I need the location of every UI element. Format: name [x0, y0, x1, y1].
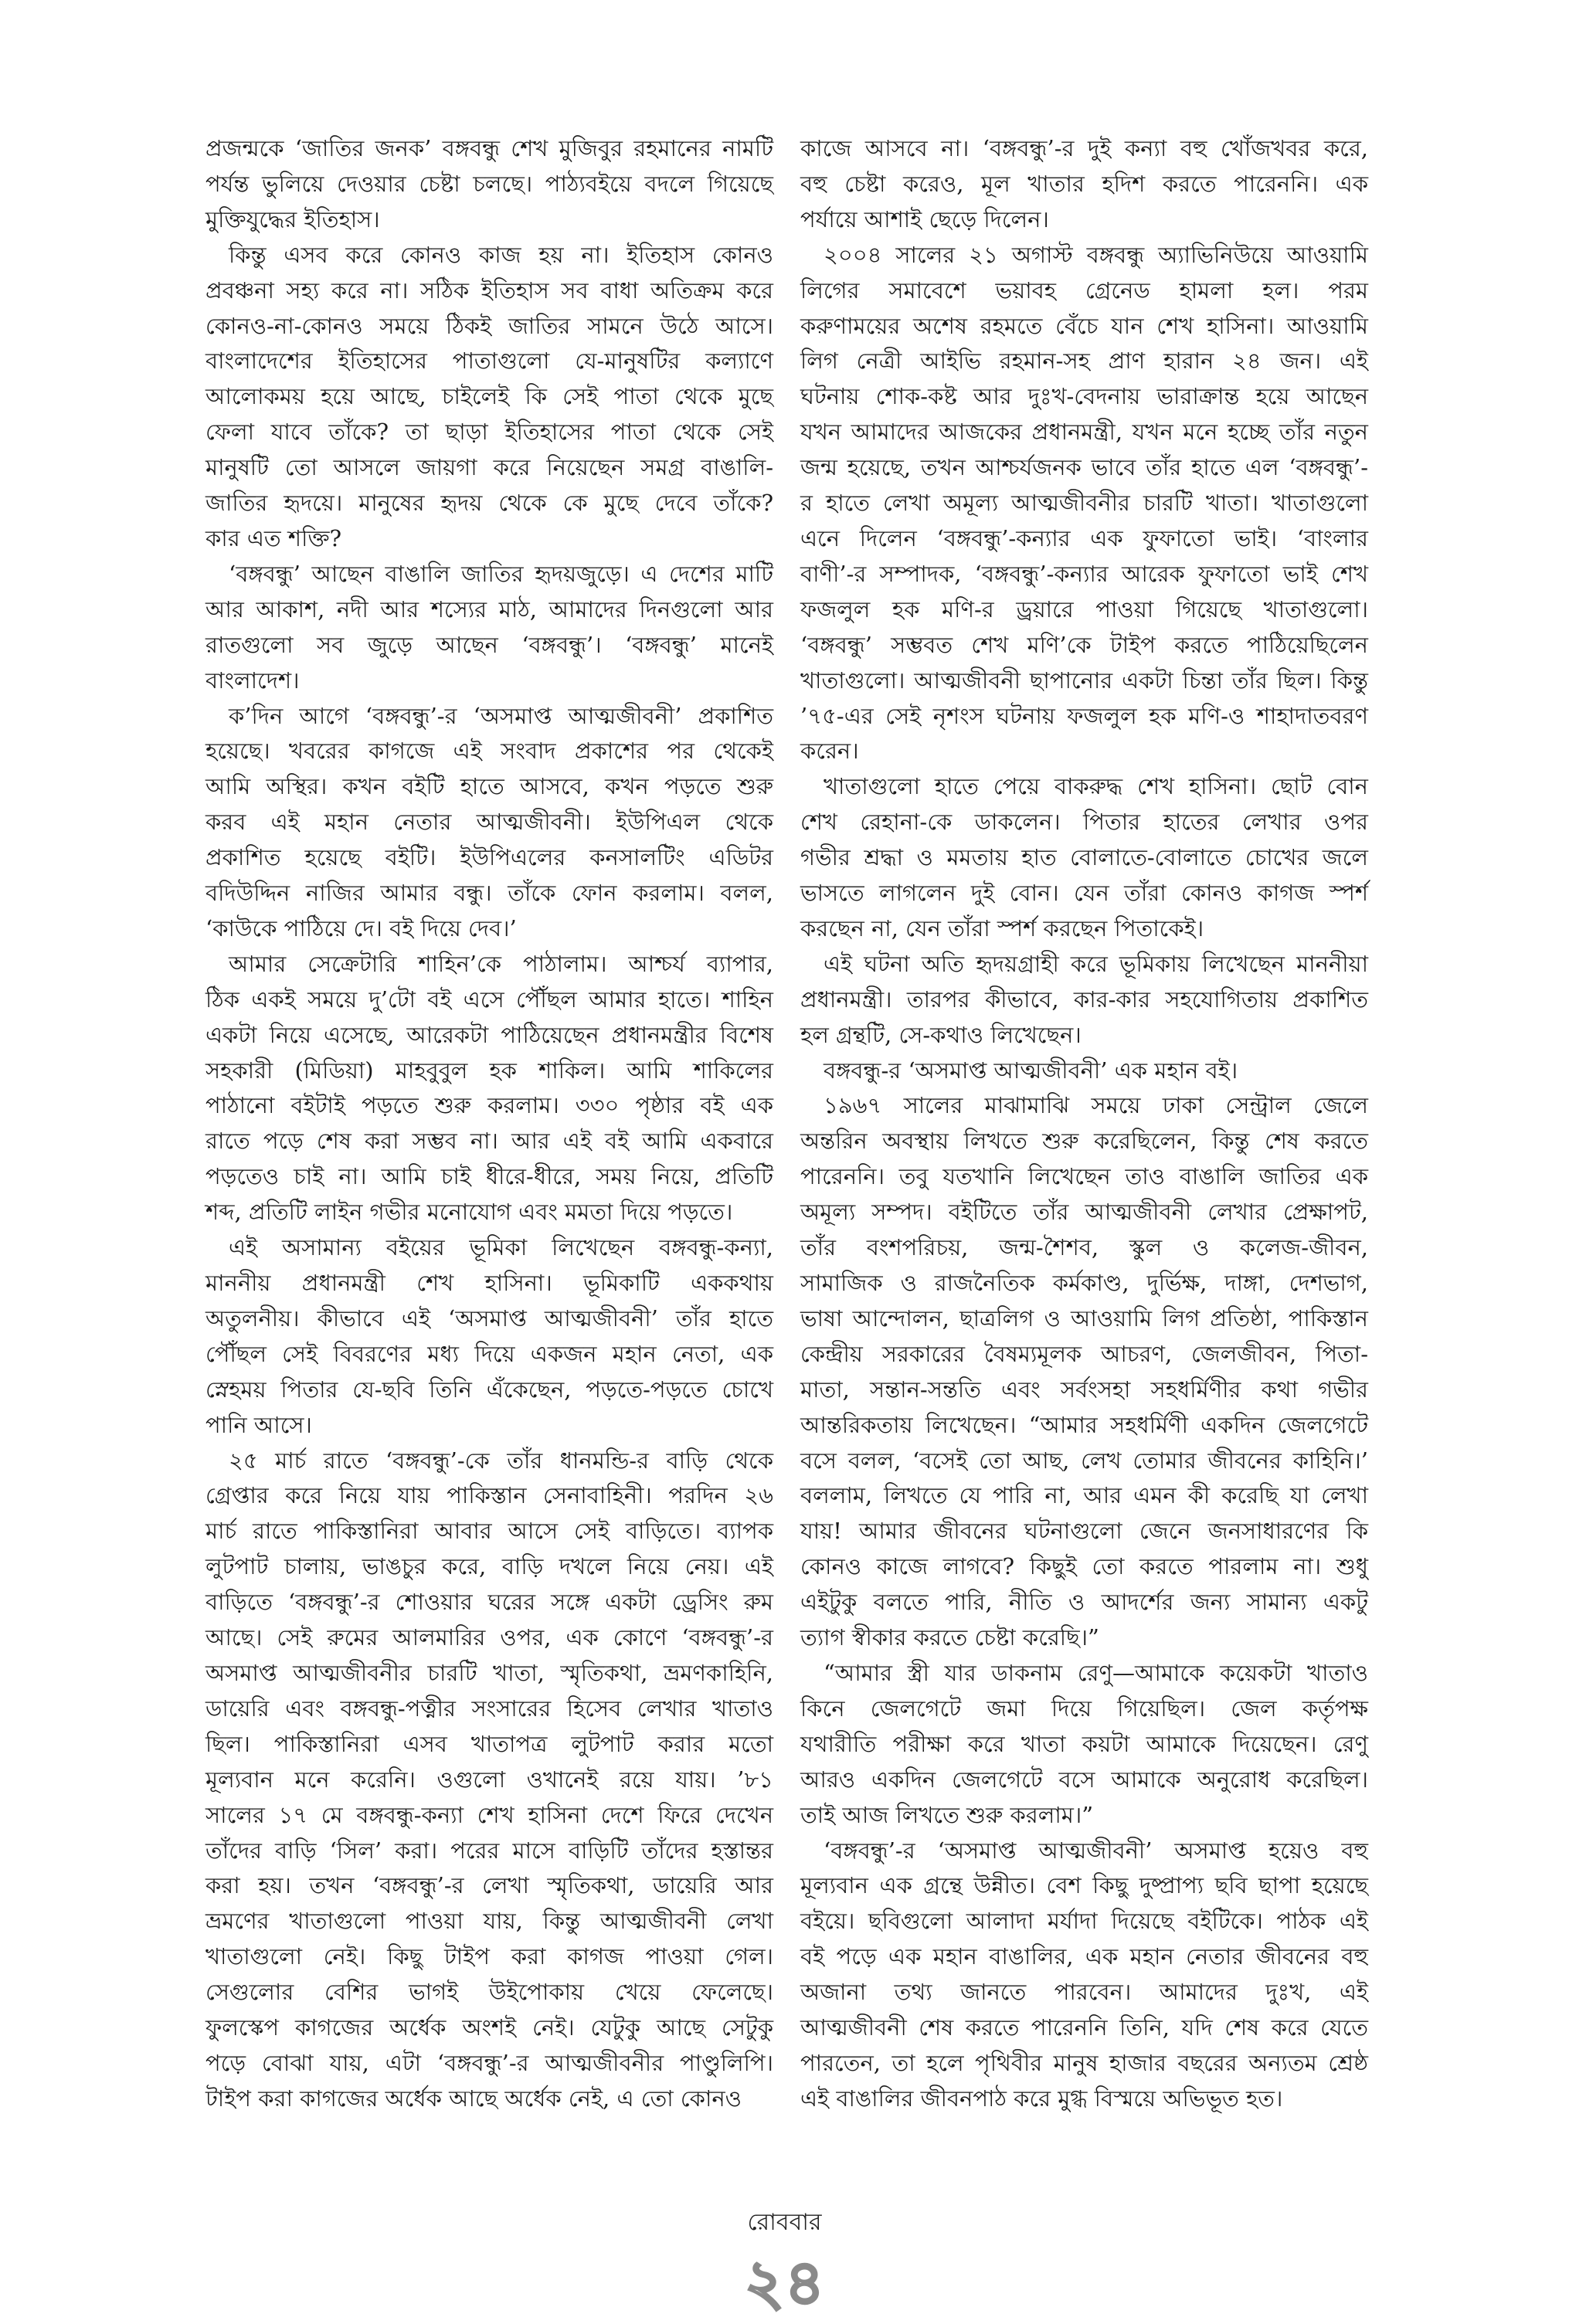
text-line: ক’দিন আগে ‘বঙ্গবন্ধু’-র ‘অসমাপ্ত আত্মজীবনী’ প্রকাশিত — [229, 702, 773, 729]
text-line: তাঁদের বাড়ি ‘সিল’ করা। পরের মাসে বাড়িটি তাঁদের হস্তান্তর — [205, 1837, 773, 1864]
text-line: বাণী’-র সম্পাদক, ‘বঙ্গবন্ধু’-কন্যার আরেক ফুফাতো ভাই শেখ — [800, 560, 1368, 587]
text-line: জাতির হৃদয়ে। মানুষের হৃদয় থেকে কে মুছে দেবে তাঁকে? — [205, 490, 773, 517]
text-line: কেন্দ্রীয় সরকারের বৈষম্যমূলক আচরণ, জেলজীবন, পিতা- — [800, 1340, 1368, 1367]
text-line: পড়তেও চাই না। আমি চাই ধীরে-ধীরে, সময় নিয়ে, প্রতিটি — [205, 1163, 773, 1190]
text-line: ছিল। পাকিস্তানিরা এসব খাতাপত্র লুটপাট করার মতো — [205, 1730, 773, 1757]
text-line: কাজে আসবে না। ‘বঙ্গবন্ধু’-র দুই কন্যা বহু খোঁজখবর করে, — [800, 135, 1368, 161]
paragraph — [205, 238, 773, 557]
text-line: ঠিক একই সময়ে দু’টো বই এসে পৌঁছল আমার হাতে। শাহিন — [205, 986, 773, 1013]
text-line: ভ্রমণের খাতাগুলো পাওয়া যায়, কিন্তু আত্মজীবনী লেখা — [205, 1908, 773, 1935]
text-line: টাইপ করা কাগজের অর্ধেক আছে অর্ধেক নেই, এ তো কোনও — [205, 2085, 742, 2112]
text-line: হয়েছে। খবরের কাগজে এই সংবাদ প্রকাশের পর থেকেই — [205, 738, 773, 765]
text-line: ‘বঙ্গবন্ধু’ সম্ভবত শেখ মণি’কে টাইপ করতে পাঠিয়েছিলেন — [800, 631, 1368, 658]
text-line: ২৫ মার্চ রাতে ‘বঙ্গবন্ধু’-কে তাঁর ধানমন্ডি-র বাড়ি থেকে — [229, 1447, 773, 1474]
text-line: মূল্যবান এক গ্রন্থে উন্নীত। বেশ কিছু দুষ্প্রাপ্য ছবি ছাপা হয়েছে — [800, 1872, 1368, 1899]
text-line: তাঁর বংশপরিচয়, জন্ম-শৈশব, স্কুল ও কলেজ-জীবন, — [800, 1234, 1368, 1261]
text-line: সামাজিক ও রাজনৈতিক কর্মকাণ্ড, দুর্ভিক্ষ, দাঙ্গা, দেশভাগ, — [800, 1270, 1368, 1296]
text-line: করব এই মহান নেতার আত্মজীবনী। ইউপিএল থেকে — [205, 809, 773, 836]
text-line: করুণাময়ের অশেষ রহমতে বেঁচে যান শেখ হাসিনা। আওয়ামি — [800, 312, 1368, 339]
text-line: ত্যাগ স্বীকার করতে চেষ্টা করেছি।” — [800, 1624, 1099, 1651]
text-line: মাননীয় প্রধানমন্ত্রী শেখ হাসিনা। ভূমিকাটি এককথায় — [205, 1270, 773, 1296]
text-line: বাড়িতে ‘বঙ্গবন্ধু’-র শোওয়ার ঘরের সঙ্গে একটা ড্রেসিং রুম — [205, 1589, 773, 1616]
paragraph — [205, 131, 773, 238]
text-line: কার এত শক্তি? — [205, 524, 342, 551]
text-line: শব্দ, প্রতিটি লাইন গভীর মনোযোগ এবং মমতা দিয়ে পড়তে। — [205, 1199, 733, 1226]
text-line: পৌঁছল সেই বিবরণের মধ্য দিয়ে একজন মহান নেতা, এক — [205, 1340, 773, 1367]
text-line: পড়ে বোঝা যায়, এটা ‘বঙ্গবন্ধু’-র আত্মজীবনীর পাণ্ডুলিপি। — [205, 2049, 773, 2076]
text-line: মানুষটি তো আসলে জায়গা করে নিয়েছেন সমগ্র বাঙালি- — [205, 454, 773, 481]
text-line: “আমার স্ত্রী যার ডাকনাম রেণু—আমাকে কয়েকটা খাতাও — [824, 1659, 1368, 1686]
paragraph — [800, 769, 1368, 947]
text-line: ডায়েরি এবং বঙ্গবন্ধু-পত্নীর সংসারের হিসেব লেখার খাতাও — [205, 1695, 773, 1722]
text-line: ১৯৬৭ সালের মাঝামাঝি সময়ে ঢাকা সেন্ট্রাল জেলে — [824, 1092, 1368, 1119]
left-text-column — [205, 131, 773, 2117]
text-line: আন্তরিকতায় লিখেছেন। “আমার সহধর্মিণী একদিন জেলগেটে — [800, 1411, 1368, 1438]
text-line: ’৭৫-এর সেই নৃশংস ঘটনায় ফজলুল হক মণি-ও শাহাদাতবরণ — [800, 702, 1368, 729]
text-line: প্রধানমন্ত্রী। তারপর কীভাবে, কার-কার সহযোগিতায় প্রকাশিত — [800, 986, 1368, 1013]
text-line: আমি অস্থির। কখন বইটি হাতে আসবে, কখন পড়তে শুরু — [205, 773, 773, 800]
text-line: সেগুলোর বেশির ভাগই উইপোকায় খেয়ে ফেলেছে। — [205, 1979, 773, 2006]
text-line: প্রকাশিত হয়েছে বইটি। ইউপিএলের কনসালটিং এডিটর — [205, 844, 773, 871]
text-line: পর্যন্ত ভুলিয়ে দেওয়ার চেষ্টা চলছে। পাঠ্যবইয়ে বদলে গিয়েছে — [205, 170, 773, 197]
text-line: কিনে জেলগেটে জমা দিয়ে গিয়েছিল। জেল কর্তৃপক্ষ — [800, 1695, 1368, 1722]
text-line: আত্মজীবনী শেষ করতে পারেননি তিনি, যদি শেষ করে যেতে — [800, 2014, 1368, 2041]
text-line: রাতে পড়ে শেষ করা সম্ভব না। আর এই বই আমি একবারে — [205, 1128, 773, 1155]
text-line: পারেননি। তবু যতখানি লিখেছেন তাও বাঙালি জাতির এক — [800, 1163, 1368, 1190]
text-line: প্রবঞ্চনা সহ্য করে না। সঠিক ইতিহাস সব বাধা অতিক্রম করে — [205, 277, 773, 304]
text-line: বইয়ে। ছবিগুলো আলাদা মর্যাদা দিয়েছে বইটিকে। পাঠক এই — [800, 1908, 1368, 1935]
text-line: গ্রেপ্তার করে নিয়ে যায় পাকিস্তান সেনাবাহিনী। পরদিন ২৬ — [205, 1482, 773, 1509]
text-line: ফেলা যাবে তাঁকে? তা ছাড়া ইতিহাসের পাতা থেকে সেই — [205, 419, 773, 446]
text-line: অজানা তথ্য জানতে পারবেন। আমাদের দুঃখ, এই — [800, 1979, 1368, 2006]
text-line: ফজলুল হক মণি-র ড্রয়ারে পাওয়া গিয়েছে খাতাগুলো। — [800, 595, 1368, 623]
text-line: রাতগুলো সব জুড়ে আছেন ‘বঙ্গবন্ধু’। ‘বঙ্গবন্ধু’ মানেই — [205, 631, 773, 658]
footer-day-label: রোববার — [747, 2209, 822, 2236]
text-line: শেখ রেহানা-কে ডাকলেন। পিতার হাতের লেখার ওপর — [800, 809, 1368, 836]
paragraph — [205, 1444, 773, 2117]
text-line: কোনও কাজে লাগবে? কিছুই তো করতে পারলাম না। শুধু — [800, 1553, 1368, 1580]
text-line: ঘটনায় শোক-কষ্ট আর দুঃখ-বেদনায় ভারাক্রান্ত হয়ে আছেন — [800, 383, 1368, 410]
text-line: পানি আসে। — [205, 1411, 312, 1438]
text-line: সালের ১৭ মে বঙ্গবন্ধু-কন্যা শেখ হাসিনা দেশে ফিরে দেখেন — [205, 1801, 773, 1828]
text-line: যায়! আমার জীবনের ঘটনাগুলো জেনে জনসাধারণের কি — [800, 1518, 1368, 1545]
right-text-column — [800, 131, 1368, 2117]
text-line: ২০০৪ সালের ২১ অগাস্ট বঙ্গবন্ধু অ্যাভিনিউয়ে আওয়ামি — [824, 241, 1368, 268]
text-line: জন্ম হয়েছে, তখন আশ্চর্যজনক ভাবে তাঁর হাতে এল ‘বঙ্গবন্ধু’- — [800, 454, 1368, 481]
text-line: এনে দিলেন ‘বঙ্গবন্ধু’-কন্যার এক ফুফাতো ভাই। ‘বাংলার — [800, 524, 1368, 551]
text-line: মূল্যবান মনে করেনি। ওগুলো ওখানেই রয়ে যায়। ’৮১ — [205, 1766, 773, 1793]
text-line: প্রজন্মকে ‘জাতির জনক’ বঙ্গবন্ধু শেখ মুজিবুর রহমানের নামটি — [205, 135, 773, 161]
text-line: পর্যায়ে আশাই ছেড়ে দিলেন। — [800, 205, 1049, 232]
text-line: অন্তরিন অবস্থায় লিখতে শুরু করেছিলেন, কিন্তু শেষ করতে — [800, 1128, 1368, 1155]
text-line: এই বাঙালির জীবনপাঠ করে মুগ্ধ বিস্ময়ে অভিভূত হত। — [800, 2085, 1283, 2112]
text-line: ফুলস্কেপ কাগজের অর্ধেক অংশই নেই। যেটুকু আছে সেটুকু — [205, 2014, 773, 2041]
text-line: করেন। — [800, 738, 859, 765]
text-line: ভাষা আন্দোলন, ছাত্রলিগ ও আওয়ামি লিগ প্রতিষ্ঠা, পাকিস্তান — [800, 1304, 1368, 1332]
text-line: এই অসামান্য বইয়ের ভূমিকা লিখেছেন বঙ্গবন্ধু-কন্যা, — [229, 1234, 773, 1261]
paragraph — [800, 238, 1368, 770]
text-line: এইটুকু বলতে পারি, নীতি ও আদর্শের জন্য সামান্য একটু — [800, 1589, 1368, 1616]
text-line: স্নেহময় পিতার যে-ছবি তিনি এঁকেছেন, পড়তে-পড়তে চোখে — [205, 1376, 773, 1403]
text-line: এই ঘটনা অতি হৃদয়গ্রাহী করে ভূমিকায় লিখেছেন মাননীয়া — [824, 950, 1368, 977]
paragraph — [205, 557, 773, 699]
text-line: বাংলাদেশ। — [205, 667, 300, 694]
text-line: অমূল্য সম্পদ। বইটিতে তাঁর আত্মজীবনী লেখার প্রেক্ষাপট, — [800, 1199, 1368, 1226]
text-line: লুটপাট চালায়, ভাঙচুর করে, বাড়ি দখলে নিয়ে নেয়। এই — [205, 1553, 773, 1580]
text-line: আমার সেক্রেটারি শাহিন’কে পাঠালাম। আশ্চর্য ব্যাপার, — [229, 950, 773, 977]
text-line: পাঠানো বইটাই পড়তে শুরু করলাম। ৩৩০ পৃষ্ঠার বই এক — [205, 1092, 773, 1119]
text-line: অসমাপ্ত আত্মজীবনীর চারটি খাতা, স্মৃতিকথা, ভ্রমণকাহিনি, — [205, 1659, 773, 1686]
text-line: বঙ্গবন্ধু-র ‘অসমাপ্ত আত্মজীবনী’ এক মহান বই। — [824, 1057, 1238, 1084]
paragraph — [205, 1230, 773, 1443]
text-line: আরও একদিন জেলগেটে বসে আমাকে অনুরোধ করেছিল। — [800, 1766, 1368, 1793]
text-line: বাংলাদেশের ইতিহাসের পাতাগুলো যে-মানুষটির কল্যাণে — [205, 348, 773, 375]
paragraph — [800, 1053, 1368, 1089]
text-line: ভাসতে লাগলেন দুই বোন। যেন তাঁরা কোনও কাগজ স্পর্শ — [800, 880, 1368, 907]
text-line: আছে। সেই রুমের আলমারির ওপর, এক কোণে ‘বঙ্গবন্ধু’-র — [205, 1624, 773, 1651]
text-line: বসে বলল, ‘বসেই তো আছ, লেখ তোমার জীবনের কাহিনি।’ — [800, 1447, 1368, 1474]
text-line: আলোকময় হয়ে আছে, চাইলেই কি সেই পাতা থেকে মুছে — [205, 383, 773, 410]
text-line: বদিউদ্দিন নাজির আমার বন্ধু। তাঁকে ফোন করলাম। বলল, — [205, 880, 773, 907]
text-line: বহু চেষ্টা করেও, মূল খাতার হদিশ করতে পারেননি। এক — [800, 170, 1368, 197]
page-number: ২৪ — [744, 2246, 825, 2319]
text-line: অতুলনীয়। কীভাবে এই ‘অসমাপ্ত আত্মজীবনী’ তাঁর হাতে — [205, 1304, 773, 1332]
paragraph — [205, 699, 773, 947]
text-line: হল গ্রন্থটি, সে-কথাও লিখেছেন। — [800, 1021, 1082, 1048]
text-line: লিগ নেত্রী আইভি রহমান-সহ প্রাণ হারান ২৪ জন। এই — [800, 348, 1368, 375]
text-line: মুক্তিযুদ্ধের ইতিহাস। — [205, 205, 380, 232]
paragraph — [800, 947, 1368, 1053]
text-line: খাতাগুলো। আত্মজীবনী ছাপানোর একটা চিন্তা তাঁর ছিল। কিন্তু — [800, 667, 1368, 694]
paragraph — [800, 131, 1368, 238]
text-line: একটা নিয়ে এসেছে, আরেকটা পাঠিয়েছেন প্রধানমন্ত্রীর বিশেষ — [205, 1021, 773, 1048]
text-line: গভীর শ্রদ্ধা ও মমতায় হাত বোলাতে-বোলাতে চোখের জলে — [800, 844, 1368, 871]
text-line: খাতাগুলো হাতে পেয়ে বাকরুদ্ধ শেখ হাসিনা। ছোট বোন — [824, 773, 1368, 800]
text-line: মাতা, সন্তান-সন্ততি এবং সর্বংসহা সহধর্মিণীর কথা গভীর — [800, 1376, 1368, 1403]
paragraph — [800, 1834, 1368, 2117]
text-line: যখন আমাদের আজকের প্রধানমন্ত্রী, যখন মনে হচ্ছে তাঁর নতুন — [800, 419, 1368, 446]
paragraph — [205, 947, 773, 1230]
text-line: ‘বঙ্গবন্ধু’ আছেন বাঙালি জাতির হৃদয়জুড়ে। এ দেশের মাটি — [229, 560, 773, 587]
paragraph — [800, 1656, 1368, 1834]
text-line: মার্চ রাতে পাকিস্তানিরা আবার আসে সেই বাড়িতে। ব্যাপক — [205, 1518, 773, 1545]
text-line: যথারীতি পরীক্ষা করে খাতা কয়টা আমাকে দিয়েছেন। রেণু — [800, 1730, 1368, 1757]
text-line: আর আকাশ, নদী আর শস্যের মাঠ, আমাদের দিনগুলো আর — [205, 595, 773, 623]
text-line: র হাতে লেখা অমূল্য আত্মজীবনীর চারটি খাতা। খাতাগুলো — [800, 490, 1368, 517]
text-line: তাই আজ লিখতে শুরু করলাম।” — [800, 1801, 1094, 1828]
text-line: করা হয়। তখন ‘বঙ্গবন্ধু’-র লেখা স্মৃতিকথা, ডায়েরি আর — [205, 1872, 773, 1899]
text-line: করছেন না, যেন তাঁরা স্পর্শ করছেন পিতাকেই। — [800, 914, 1204, 941]
text-line: পারতেন, তা হলে পৃথিবীর মানুষ হাজার বছরের অন্যতম শ্রেষ্ঠ — [800, 2049, 1368, 2076]
text-line: কিন্তু এসব করে কোনও কাজ হয় না। ইতিহাস কোনও — [229, 241, 773, 268]
paragraph — [800, 1088, 1368, 1656]
text-line: ‘কাউকে পাঠিয়ে দে। বই দিয়ে দেব।’ — [205, 914, 517, 941]
text-line: ‘বঙ্গবন্ধু’-র ‘অসমাপ্ত আত্মজীবনী’ অসমাপ্ত হয়েও বহু — [824, 1837, 1368, 1864]
text-line: খাতাগুলো নেই। কিছু টাইপ করা কাগজ পাওয়া গেল। — [205, 1943, 773, 1970]
text-line: সহকারী (মিডিয়া) মাহবুবুল হক শাকিল। আমি শাকিলের — [205, 1057, 773, 1084]
text-line: বই পড়ে এক মহান বাঙালির, এক মহান নেতার জীবনের বহু — [800, 1943, 1368, 1970]
text-line: কোনও-না-কোনও সময়ে ঠিকই জাতির সামনে উঠে আসে। — [205, 312, 773, 339]
text-line: লিগের সমাবেশে ভয়াবহ গ্রেনেড হামলা হল। পরম — [800, 277, 1368, 304]
text-line: বললাম, লিখতে যে পারি না, আর এমন কী করেছি যা লেখা — [800, 1482, 1368, 1509]
